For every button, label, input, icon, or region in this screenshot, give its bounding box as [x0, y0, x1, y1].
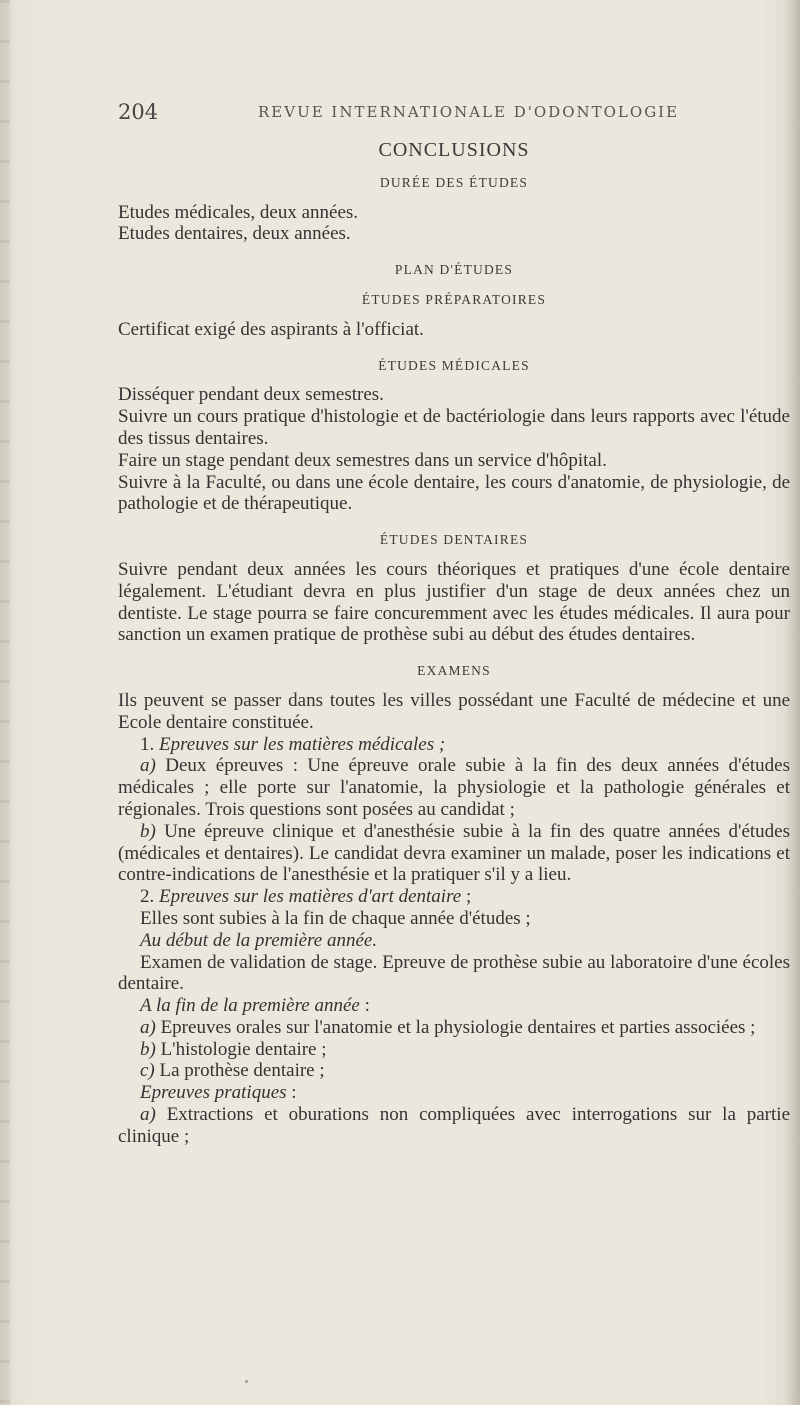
examens-item-2	[118, 886, 790, 908]
paper-speck	[245, 1380, 248, 1383]
examens-item-1	[118, 734, 790, 756]
pratiques-title: Epreuves pratiques	[140, 1082, 287, 1104]
heading-preparatoires: ÉTUDES PRÉPARATOIRES	[361, 291, 547, 307]
examens-intro: Ils peuvent se passer dans toutes les villes possédant une Faculté de médecine et une Ecole dentaire constituée.	[118, 689, 790, 733]
duree-line-dental: Etudes dentaires, deux années.	[118, 223, 351, 245]
fin-c-label: c)	[140, 1060, 155, 1082]
duree-line-medical: Etudes médicales, deux années.	[118, 201, 359, 223]
debut-text: Examen de validation de stage. Epreuve de prothèse subie au laboratoire d'une écoles dentaire.	[118, 951, 790, 995]
prat-a-label: a)	[140, 1104, 156, 1126]
preparatoires-text: Certificat exigé des aspirants à l'officiat.	[118, 318, 424, 340]
fin-a-text: Epreuves orales sur l'anatomie et la physiologie dentaires et parties associées ;	[160, 1016, 756, 1038]
running-head: REVUE INTERNATIONALE D'ODONTOLOGIE	[258, 103, 680, 121]
heading-duree: DURÉE DES ÉTUDES	[379, 174, 529, 190]
page-number: 204	[118, 100, 159, 124]
fin-heading	[118, 995, 790, 1017]
medicales-par-3: Faire un stage pendant deux semestres dans un service d'hôpital.	[118, 449, 607, 471]
item-2-number: 2.	[140, 886, 155, 908]
fin-title-end: :	[359, 995, 370, 1017]
fin-title: A la fin de la première année	[140, 995, 360, 1017]
heading-examens: EXAMENS	[417, 663, 491, 679]
fin-a-label: a)	[140, 1016, 156, 1038]
fin-c-text: La prothèse dentaire ;	[159, 1060, 325, 1082]
section-title: CONCLUSIONS	[378, 139, 530, 161]
pratiques-title-end: :	[286, 1082, 297, 1104]
item-1-b-label: b)	[140, 820, 156, 842]
medicales-par-2: Suivre un cours pratique d'histologie et de bactériologie dans leurs rapports avec l'étude des tissus dentaires.	[118, 406, 790, 449]
fin-b-text: L'histologie dentaire ;	[160, 1038, 327, 1060]
item-1-b-text: Une épreuve clinique et d'anesthésie subie à la fin des quatre années d'études (médicales et dentaires). Le candidat devra examiner un malade, poser les indications et contre-indications de l'anesthésie et la pratiquer s'il y a lieu.	[118, 820, 791, 886]
item-1-a	[118, 755, 790, 820]
page-header	[118, 100, 798, 130]
medicales-par-1: Disséquer pendant deux semestres.	[118, 384, 384, 406]
item-1-title: Epreuves sur les matières médicales ;	[159, 733, 446, 755]
item-1-a-label: a)	[140, 755, 156, 777]
item-2-text: Elles sont subies à la fin de chaque année d'études ;	[140, 907, 531, 929]
prat-a	[118, 1104, 790, 1148]
debut-title: Au début de la première année.	[140, 929, 378, 951]
fin-c	[118, 1060, 790, 1082]
fin-a	[118, 1017, 790, 1039]
item-1-b	[118, 821, 790, 886]
debut-heading	[118, 930, 790, 952]
item-2-title-end: ;	[461, 886, 472, 908]
item-1-number: 1.	[140, 733, 155, 755]
heading-dentaires: ÉTUDES DENTAIRES	[379, 532, 529, 548]
prat-a-text: Extractions et oburations non compliquées avec interrogations sur la partie clinique ;	[118, 1104, 791, 1147]
item-1-a-text: Deux épreuves : Une épreuve orale subie à la fin des deux années d'études médicales ; elle porte sur l'anatomie, la physiologie et la pathologie générales et régionales. Trois questions sont posées au candidat ;	[118, 755, 790, 820]
dentaires-text: Suivre pendant deux années les cours théoriques et pratiques d'une école dentaire légalement. L'étudiant devra en plus justifier d'un stage de deux années chez un dentiste. Le stage pourra se faire concuremment avec les études médicales. Il aura pour sanction un examen pratique de prothèse subi au début des études dentaires.	[118, 558, 790, 646]
binding-gutter	[0, 0, 10, 1405]
page-body	[118, 140, 790, 1148]
fin-b	[118, 1039, 790, 1061]
fin-b-label: b)	[140, 1038, 156, 1060]
item-2-title: Epreuves sur les matières d'art dentaire	[159, 886, 462, 908]
pratiques-heading	[118, 1082, 790, 1104]
heading-medicales: ÉTUDES MÉDICALES	[378, 357, 530, 373]
heading-plan: PLAN D'ÉTUDES	[394, 262, 514, 278]
medicales-par-4: Suivre à la Faculté, ou dans une école dentaire, les cours d'anatomie, de physiologie, de pathologie et de thérapeutique.	[118, 471, 790, 515]
